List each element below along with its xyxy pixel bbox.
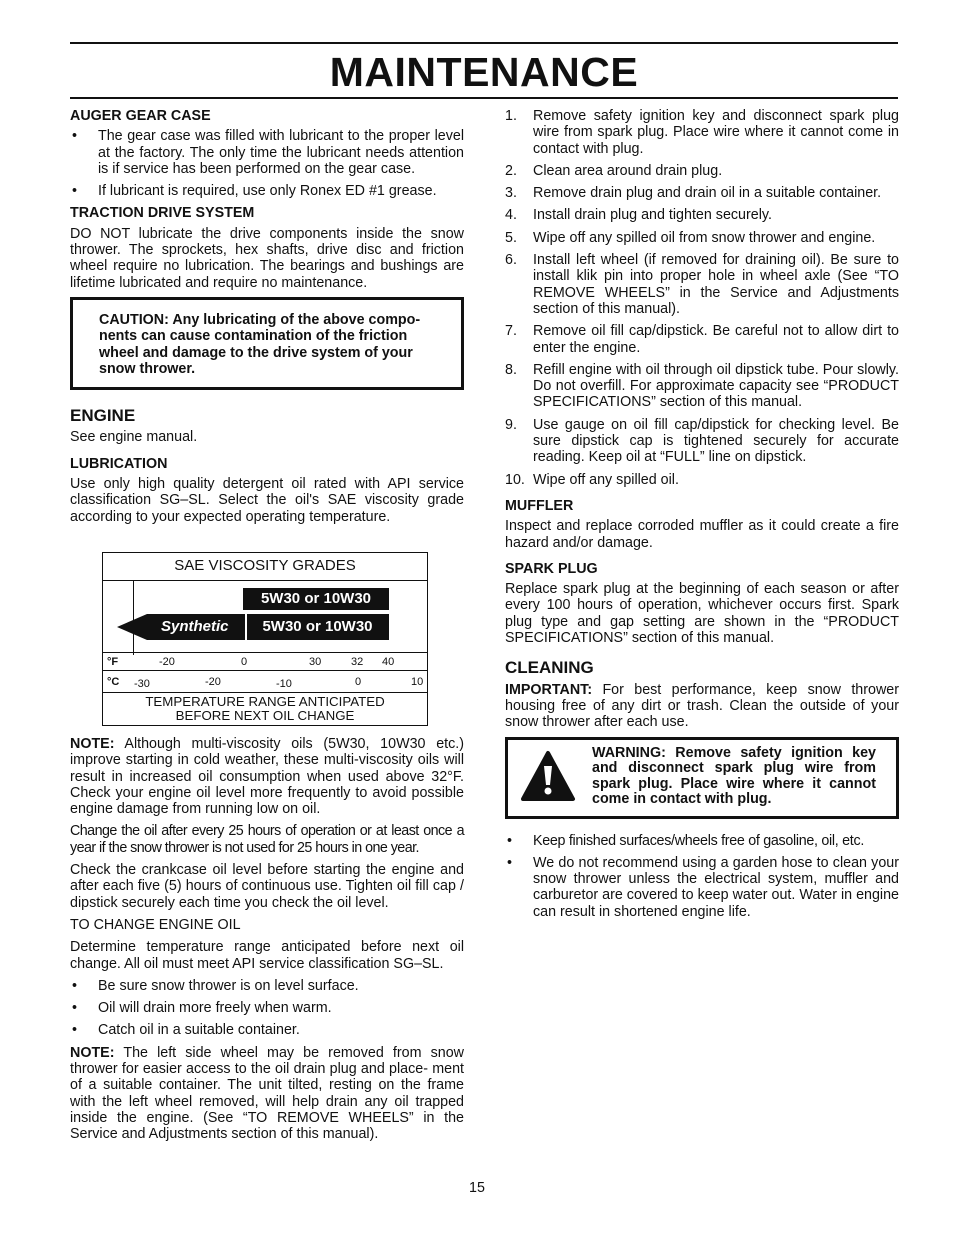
list-item: [505, 185, 899, 201]
step-text: Clean area around drain plug.: [533, 162, 723, 179]
list-item: [505, 230, 899, 246]
step-text: Remove oil fill cap/dipstick. Be careful not to allow dirt to enter the engine.: [533, 323, 899, 356]
step-text: Use gauge on oil fill cap/dipstick for checking level. Be sure dipstick cap is tightened securely for accurate reading. Keep oil at “FULL” line on dipstick.: [533, 416, 899, 466]
step-text: Wipe off any spilled oil.: [533, 471, 679, 488]
chart-divider: [103, 580, 427, 581]
warning-text: WARNING: Remove safety ignition key and disconnect spark plug wire from spark plug. Place wire where it cannot come in contact with plug.: [592, 744, 876, 807]
important-text: For best performance, keep snow thrower housing free of any dirt or trash. Clean the outside of your snow thrower after each use.: [505, 681, 899, 731]
chart-caption: [103, 695, 427, 724]
cleaning-heading: CLEANING: [505, 658, 594, 678]
note-text: Although multi-viscosity oils (5W30, 10W30 etc.) improve starting in cold weather, these multi-viscosity oils will result in increased oil consumption when used above 32°F. Check your engine oil level more frequently to avoid possible engine damage from running low on oil.: [70, 735, 464, 818]
step-text: Remove safety ignition key and disconnect spark plug wire from spark plug. Place wire where it cannot come in contact with plug.: [533, 108, 899, 157]
tick-c: -10: [276, 677, 292, 690]
chart-axis-mid: [103, 670, 427, 671]
step-number: 3.: [505, 185, 517, 202]
spark-plug-heading: SPARK PLUG: [505, 560, 598, 577]
auger-gear-case-heading: AUGER GEAR CASE: [70, 108, 211, 124]
chart-axis-top: [103, 652, 427, 653]
chart-title: SAE VISCOSITY GRADES: [174, 556, 356, 574]
right-column: [505, 108, 899, 926]
cleaning-important-text: [505, 682, 899, 731]
tick-f: 30: [309, 655, 322, 668]
list-item: [505, 207, 899, 223]
list-item: [505, 472, 899, 488]
step-number: 9.: [505, 416, 517, 433]
synthetic-label: Synthetic: [161, 617, 229, 635]
title-rule: [70, 97, 898, 99]
tick-c: -30: [134, 677, 150, 690]
list-item: [505, 252, 899, 317]
step-number: 2.: [505, 162, 517, 179]
tick-c: 10: [411, 675, 424, 688]
step-text: Install drain plug and tighten securely.: [533, 207, 772, 224]
sae-viscosity-chart: [102, 552, 428, 726]
step-number: 1.: [505, 108, 517, 124]
list-item: • Oil will drain more freely when warm.: [70, 1000, 464, 1016]
step-text: Wipe off any spilled oil from snow thrower and engine.: [533, 229, 876, 246]
check-oil-level-text: Check the crankcase oil level before starting the engine and after each five (5) hours of continuous use. Tighten oil fill cap / dipstick securely each time you check the oil level.: [70, 862, 464, 911]
auger-bullets: [70, 128, 464, 199]
step-number: 7.: [505, 323, 517, 340]
cleaning-bullets: [505, 833, 899, 920]
list-item: [505, 163, 899, 179]
caution-box: CAUTION: Any lubricating of the above compo- nents can cause contamination of the friction wheel and damage to the drive system of your snow thrower.: [70, 297, 464, 390]
prep-bullets: [70, 978, 464, 1039]
spark-plug-text: Replace spark plug at the beginning of each season or after every 100 hours of operation, whichever occurs first. Spark plug type and gap setting are shown in the “PRODUCT SPECIFICATIONS” section of this manual.: [505, 581, 899, 647]
determine-temperature-text: Determine temperature range anticipated before next oil change. All oil must meet API service classification SG–SL.: [70, 939, 464, 972]
note-text: The left side wheel may be removed from snow thrower for easier access to the oil drain plug and place- ment of a suitable container. The unit tilted, resting on the frame with the left wheel removed, will help drain any oil trapped inside the engine. (See “TO REMOVE WHEELS” in the Service and Adjustments section of this manual).: [70, 1044, 464, 1143]
step-text: Remove drain plug and drain oil in a suitable container.: [533, 185, 882, 202]
traction-drive-heading: TRACTION DRIVE SYSTEM: [70, 205, 255, 222]
step-number: 6.: [505, 252, 517, 269]
muffler-text: Inspect and replace corroded muffler as it could create a fire hazard and/or damage.: [505, 518, 899, 551]
tick-f: 40: [382, 655, 395, 668]
important-label: IMPORTANT:: [505, 681, 593, 698]
tick-f: 0: [241, 655, 248, 668]
engine-text: See engine manual.: [70, 429, 198, 446]
note-left-wheel: [70, 1045, 464, 1143]
note-label: NOTE:: [70, 735, 115, 752]
warning-triangle-icon: [520, 750, 576, 802]
list-item: • Keep finished surfaces/wheels free of gasoline, oil, etc.: [505, 833, 899, 849]
step-text: Refill engine with oil through oil dipstick tube. Pour slowly. Do not overfill. For approximate capacity see “PRODUCT SPECIFICATIONS” section of this manual.: [533, 361, 899, 411]
note-multi-viscosity: [70, 736, 464, 817]
tick-c: 0: [355, 675, 362, 688]
lubrication-text: Use only high quality detergent oil rated with API service classification SG–SL. Select the oil's SAE viscosity grade according to your expected operating temperature.: [70, 476, 464, 525]
tick-c: -20: [205, 675, 221, 688]
list-item: • Be sure snow thrower is on level surface.: [70, 978, 464, 994]
page-number: 15: [469, 1180, 485, 1196]
chart-caption-line-1: TEMPERATURE RANGE ANTICIPATED: [145, 693, 385, 709]
change-oil-steps: [505, 108, 899, 488]
grade-bar-mineral: 5W30 or 10W30: [243, 588, 389, 610]
engine-heading: ENGINE: [70, 406, 136, 426]
warning-box: [505, 737, 899, 819]
tick-f: 32: [351, 655, 364, 668]
step-number: 5.: [505, 229, 517, 246]
top-rule: [70, 42, 898, 44]
step-number: 4.: [505, 207, 517, 224]
grade-bar-synthetic: 5W30 or 10W30: [262, 617, 373, 635]
list-item: [505, 417, 899, 466]
fahrenheit-unit: °F: [107, 655, 119, 668]
list-item: [505, 108, 899, 157]
note-label: NOTE:: [70, 1044, 115, 1061]
chart-caption-line-2: BEFORE NEXT OIL CHANGE: [175, 708, 355, 724]
celsius-unit: °C: [107, 675, 120, 688]
change-oil-interval-text: Change the oil after every 25 hours of operation or at least once a year if the snow thrower is not used for 25 hours in one year.: [70, 823, 464, 856]
list-item: [505, 362, 899, 411]
muffler-heading: MUFFLER: [505, 497, 574, 514]
step-text: Install left wheel (if removed for draining oil). Be sure to install klik pin into proper hole in wheel axle (See “TO REMOVE WHEELS” in the Service and Adjustments section of this manual).: [533, 252, 899, 317]
tick-f: -20: [159, 655, 175, 668]
left-column: [70, 108, 464, 1148]
list-item: • Catch oil in a suitable container.: [70, 1022, 464, 1038]
traction-drive-text: DO NOT lubricate the drive components inside the snow thrower. The sprockets, hex shafts, drive disc and friction wheel require no lubrication. The bearings and bushings are lifetime lubricated and require no maintenance.: [70, 225, 464, 291]
chart-axis-bottom: [103, 692, 427, 693]
list-item: • If lubricant is required, use only Ronex ED #1 grease.: [70, 183, 464, 199]
list-item: [505, 323, 899, 356]
list-item: • The gear case was filled with lubricant to the proper level at the factory. The only time the lubricant needs attention is if service has been performed on the gear case.: [70, 128, 464, 177]
step-number: 10.: [505, 471, 525, 488]
list-item: • We do not recommend using a garden hose to clean your snow thrower unless the electrical system, muffler and carburetor are covered to keep water out. Water in engine can result in shortened engine life.: [505, 855, 899, 920]
lubrication-heading: LUBRICATION: [70, 455, 168, 472]
to-change-oil-heading: TO CHANGE ENGINE OIL: [70, 916, 241, 933]
step-number: 8.: [505, 361, 517, 378]
page-title: MAINTENANCE: [329, 49, 639, 95]
